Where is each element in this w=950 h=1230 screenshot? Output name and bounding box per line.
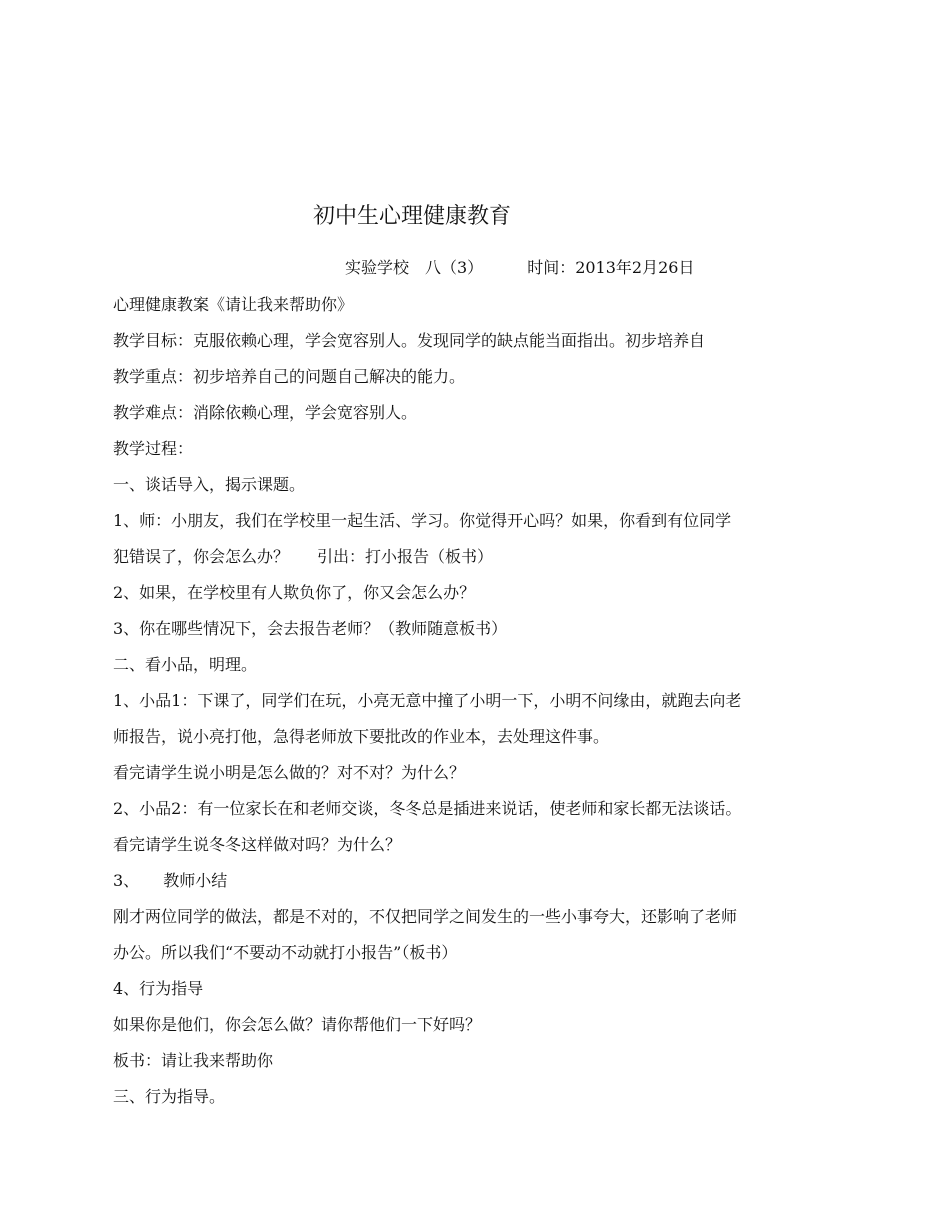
paragraph: 办公。所以我们“不要动不动就打小报告”（板书）	[113, 943, 458, 962]
section-heading: 教学过程：	[113, 439, 194, 458]
paragraph: 4、行为指导	[113, 979, 204, 998]
paragraph: 3、你在哪些情况下，会去报告老师？（教师随意板书）	[113, 619, 508, 638]
paragraph: 看完请学生说冬冬这样做对吗？为什么？	[113, 835, 402, 854]
lesson-date: 时间：2013年2月26日	[527, 258, 695, 277]
paragraph-part: 犯错误了，你会怎么办？	[113, 547, 290, 566]
paragraph: 如果你是他们，你会怎么做？请你帮他们一下好吗？	[113, 1015, 482, 1034]
section-heading: 三、行为指导。	[113, 1087, 226, 1106]
paragraph: 看完请学生说小明是怎么做的？对不对？为什么？	[113, 763, 466, 782]
paragraph: 教学目标：克服依赖心理，学会宽容别人。发现同学的缺点能当面指出。初步培养自	[113, 331, 706, 350]
paragraph: 2、小品2：有一位家长在和老师交谈，冬冬总是插进来说话，使老师和家长都无法谈话。	[113, 799, 742, 818]
section-heading: 一、谈话导入，揭示课题。	[113, 475, 306, 494]
document-body	[113, 290, 853, 1118]
paragraph: 2、如果，在学校里有人欺负你了，你又会怎么办？	[113, 583, 476, 602]
paragraph: 心理健康教案《请让我来帮助你》	[113, 295, 354, 314]
paragraph-part: 3、	[113, 871, 140, 890]
paragraph	[113, 866, 853, 902]
school-class: 实验学校 八（3）	[345, 258, 484, 277]
document-meta	[345, 256, 694, 280]
paragraph: 1、小品1：下课了，同学们在玩，小亮无意中撞了小明一下，小明不问缘由，就跑去向老	[113, 691, 742, 710]
paragraph-part: 教师小结	[163, 871, 228, 890]
paragraph-part: 引出：打小报告（板书）	[317, 547, 494, 566]
paragraph	[113, 542, 853, 578]
section-heading: 二、看小品，明理。	[113, 655, 258, 674]
paragraph: 教学难点：消除依赖心理，学会宽容别人。	[113, 403, 418, 422]
paragraph: 教学重点：初步培养自己的问题自己解决的能力。	[113, 367, 466, 386]
paragraph: 刚才两位同学的做法，都是不对的，不仅把同学之间发生的一些小事夸大，还影响了老师	[113, 907, 738, 926]
paragraph: 师报告，说小亮打他，急得老师放下要批改的作业本，去处理这件事。	[113, 727, 610, 746]
paragraph: 板书：请让我来帮助你	[113, 1051, 274, 1070]
paragraph: 1、师：小朋友，我们在学校里一起生活、学习。你觉得开心吗？如果，你看到有位同学	[113, 511, 732, 530]
document-title: 初中生心理健康教育	[313, 204, 512, 229]
